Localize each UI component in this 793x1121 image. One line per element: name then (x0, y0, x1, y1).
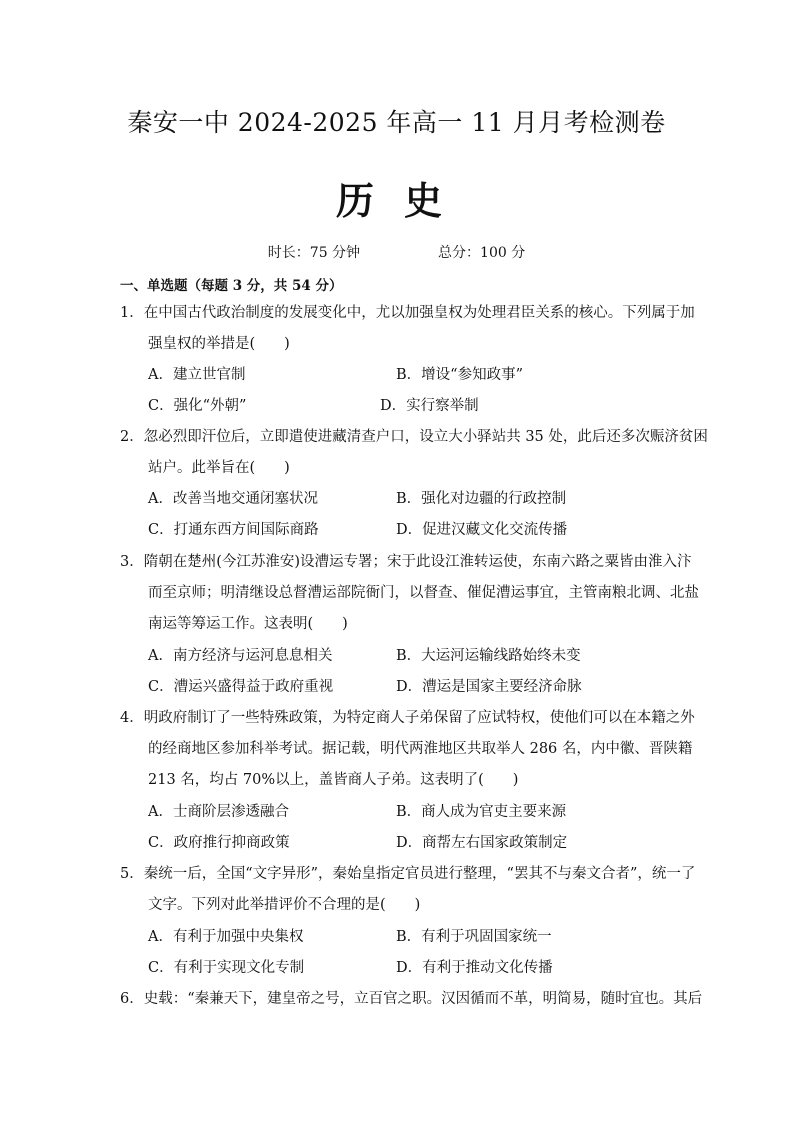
question-5-line-2: 文字。下列对此举措评价不合理的是( ) (148, 897, 421, 913)
question-2-option-a: A．改善当地交通闭塞状况 (148, 491, 318, 507)
question-4-line-2: 的经商地区参加科举考试。据记载，明代两淮地区共取举人 286 名，内中徽、晋陕籍 (148, 741, 693, 757)
question-2-option-b: B．强化对边疆的行政控制 (396, 491, 567, 507)
question-3-line-3: 南运等筹运工作。这表明( ) (148, 616, 348, 632)
question-3-option-a: A．南方经济与运河息息相关 (148, 648, 333, 664)
question-2-option-c: C．打通东西方间国际商路 (148, 522, 319, 538)
question-5-line-1: 5．秦统一后，全国“文字异形”，秦始皇指定官员进行整理，“罢其不与秦文合者”，统一了 (120, 866, 696, 882)
question-4-option-a: A．士商阶层渗透融合 (148, 804, 289, 820)
question-1-line-1: 1．在中国古代政治制度的发展变化中，尤以加强皇权为处理君臣关系的核心。下列属于加 (120, 305, 695, 321)
total-score-text: 总分：100 分 (438, 245, 526, 261)
exam-title: 秦安一中 2024-2025 年高一 11 月月考检测卷 (127, 108, 666, 137)
question-4-line-3: 213 名，均占 70%以上，盖皆商人子弟。这表明了( ) (148, 772, 519, 788)
exam-meta (0, 242, 793, 262)
question-1-option-a: A．建立世官制 (148, 367, 246, 383)
question-5-option-a: A．有利于加强中央集权 (148, 929, 304, 945)
subject-heading: 历史 (335, 178, 472, 223)
question-4-option-b: B．商人成为官吏主要来源 (396, 804, 567, 820)
question-4-line-1: 4．明政府制订了一些特殊政策，为特定商人子弟保留了应试特权，使他们可以在本籍之外 (120, 710, 695, 726)
question-1-option-c: C．强化“外朝” (148, 398, 247, 414)
question-2-option-d: D．促进汉藏文化交流传播 (396, 522, 568, 538)
question-5-option-d: D．有利于推动文化传播 (396, 960, 553, 976)
question-3-line-1: 3．隋朝在楚州(今江苏淮安)设漕运专署；宋于此设江淮转运使，东南六路之粟皆由淮入汴 (120, 554, 692, 570)
duration-text: 时长：75 分钟 (267, 245, 361, 261)
question-5-option-c: C．有利于实现文化专制 (148, 960, 305, 976)
question-4-option-d: D．商帮左右国家政策制定 (396, 835, 568, 851)
question-5-option-b: B．有利于巩固国家统一 (396, 929, 552, 945)
question-1-line-2: 强皇权的举措是( ) (148, 336, 290, 352)
question-3-option-b: B．大运河运输线路始终未变 (396, 648, 581, 664)
question-3-option-c: C．漕运兴盛得益于政府重视 (148, 679, 334, 695)
question-1-option-d: D．实行察举制 (380, 398, 479, 414)
question-2-line-1: 2．忽必烈即汗位后，立即遣使进藏清查户口，设立大小驿站共 35 处，此后还多次赈济贫困 (120, 429, 708, 445)
question-2-line-2: 站户。此举旨在( ) (148, 460, 290, 476)
question-3-line-2: 而至京师；明清继设总督漕运部院衙门，以督查、催促漕运事宜，主管南粮北调、北盐 (148, 585, 699, 601)
question-6-line-1: 6．史载：“秦兼天下，建皇帝之号，立百官之职。汉因循而不革，明简易，随时宜也。其后 (120, 991, 703, 1007)
question-4-option-c: C．政府推行抑商政策 (148, 835, 290, 851)
question-3-option-d: D．漕运是国家主要经济命脉 (396, 679, 582, 695)
question-1-option-b: B．增设“参知政事” (396, 367, 523, 383)
section-title: 一、单选题（每题 3 分，共 54 分） (120, 278, 343, 294)
